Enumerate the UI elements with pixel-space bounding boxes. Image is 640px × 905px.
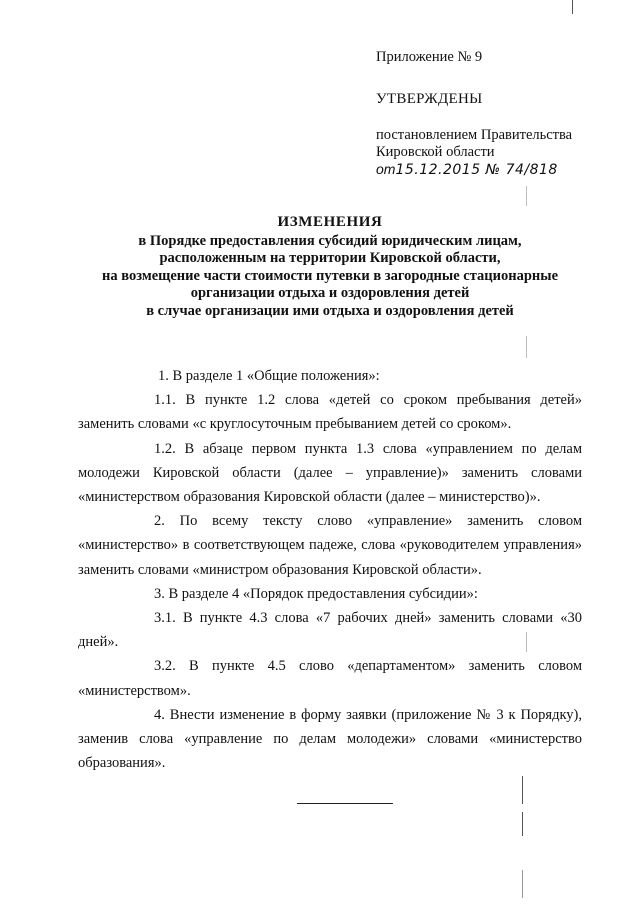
document-title <box>60 214 600 320</box>
scan-mark <box>522 870 523 898</box>
scan-mark <box>526 632 527 652</box>
appendix-number: Приложение № 9 <box>376 49 483 65</box>
scan-mark <box>522 812 523 836</box>
scan-mark <box>572 0 573 14</box>
title-line-2: расположенным на территории Кировской области, <box>159 250 501 266</box>
decree-date <box>376 160 558 179</box>
list-item: 2. По всему тексту слово «управление» заменить словом «министерство» в соответствующем падеже, слова «руководителем управления» заменить словами «министром образования Кировской области». <box>78 513 582 578</box>
list-item: 4. Внести изменение в форму заявки (приложение № 3 к Порядку), заменив слова «управление по делам молодежи» словами «министерство образования». <box>78 706 583 772</box>
decree-line-2: Кировской области <box>376 144 495 160</box>
list-item: 1. В разделе 1 «Общие положения»: <box>158 368 380 384</box>
title-line-4: организации отдыха и оздоровления детей <box>190 285 470 301</box>
decree-line-1: постановлением Правительства <box>376 127 573 143</box>
approved-heading: УТВЕРЖДЕНЫ <box>376 91 483 107</box>
list-item: 3. В разделе 4 «Порядок предоставления субсидии»: <box>154 585 478 602</box>
closing-divider <box>297 803 393 804</box>
list-item: 3.2. В пункте 4.5 слово «департаментом» заменить словом «министерством». <box>78 658 583 699</box>
document-body <box>78 364 583 775</box>
scan-mark <box>526 336 527 358</box>
title-line-1: в Порядке предоставления субсидий юридическим лицам, <box>138 232 522 249</box>
title-main: ИЗМЕНЕНИЯ <box>277 214 383 230</box>
title-line-5: в случае организации ими отдыха и оздоровления детей <box>146 302 514 319</box>
scan-mark <box>522 776 523 804</box>
list-item: 1.1. В пункте 1.2 слова «детей со сроком пребывания детей» заменить словами «с круглосуточным пребыванием детей со сроком». <box>78 392 583 433</box>
decree-date-prefix: от <box>376 161 396 177</box>
list-item: 3.1. В пункте 4.3 слова «7 рабочих дней» заменить словами «30 дней». <box>78 610 582 651</box>
scan-mark <box>526 186 527 206</box>
list-item: 1.2. В абзаце первом пункта 1.3 слова «управлением по делам молодежи Кировской области (далее – управление)» заменить словами «министерством образования Кировской области (далее – министерство)». <box>78 440 582 506</box>
decree-date-handwritten: 15.12.2015 № 74/818 <box>395 162 558 178</box>
title-line-3: на возмещение части стоимости путевки в загородные стационарные <box>101 267 559 284</box>
